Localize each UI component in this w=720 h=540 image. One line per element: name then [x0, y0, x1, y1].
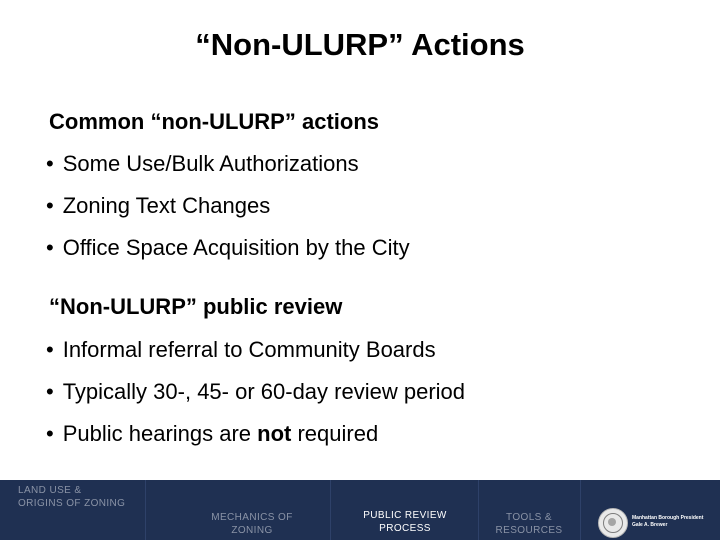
- nav-divider: [145, 480, 146, 540]
- office-name: Manhattan Borough President: [632, 515, 704, 521]
- bullet-dot: •: [46, 151, 54, 176]
- bullet-item: [46, 193, 270, 219]
- bullet-item: [46, 421, 378, 447]
- bullet-emphasis: not: [257, 421, 292, 446]
- nav-tools-and-resources[interactable]: [482, 511, 576, 537]
- nav-land-use-origins-of-zoning[interactable]: [18, 484, 125, 510]
- bullet-dot: •: [46, 379, 54, 404]
- bullet-text: Office Space Acquisition by the City: [62, 235, 410, 260]
- bullet-text: Public hearings are: [62, 421, 258, 446]
- seal-center: [608, 518, 616, 526]
- borough-seal-icon: [598, 508, 628, 538]
- slide-title: “Non-ULURP” Actions: [195, 27, 525, 62]
- nav-label-line1: PUBLIC REVIEW: [363, 510, 447, 521]
- nav-label-line2: ORIGINS OF ZONING: [18, 498, 126, 509]
- bullet-text: Informal referral to Community Boards: [62, 337, 436, 362]
- nav-divider: [580, 480, 581, 540]
- bullet-item: [46, 379, 465, 405]
- bullet-text: Some Use/Bulk Authorizations: [62, 151, 359, 176]
- office-holder: Gale A. Brewer: [632, 522, 668, 528]
- nav-label-line2: PROCESS: [379, 523, 431, 534]
- bullet-text-end: required: [291, 421, 379, 446]
- bullet-text: Zoning Text Changes: [62, 193, 271, 218]
- bullet-dot: •: [46, 421, 54, 446]
- nav-label-line2: RESOURCES: [495, 525, 563, 536]
- nav-divider: [330, 480, 331, 540]
- bullet-item: [46, 337, 436, 363]
- nav-label-line1: MECHANICS OF: [211, 512, 293, 523]
- section-heading-public-review: “Non-ULURP” public review: [49, 294, 343, 319]
- nav-divider: [478, 480, 479, 540]
- bullet-text: Typically 30-, 45- or 60-day review period: [62, 379, 465, 404]
- nav-label-line2: ZONING: [231, 525, 273, 536]
- nav-label-line1: TOOLS &: [506, 512, 552, 523]
- bullet-item: [46, 151, 359, 177]
- bullet-dot: •: [46, 193, 54, 218]
- nav-label-line1: LAND USE &: [18, 485, 82, 496]
- nav-public-review-process[interactable]: [350, 509, 460, 535]
- bullet-dot: •: [46, 337, 54, 362]
- bullet-item: [46, 235, 410, 261]
- nav-mechanics-of-zoning[interactable]: [196, 511, 308, 537]
- section-heading-common-actions: Common “non-ULURP” actions: [49, 109, 379, 134]
- bullet-dot: •: [46, 235, 54, 260]
